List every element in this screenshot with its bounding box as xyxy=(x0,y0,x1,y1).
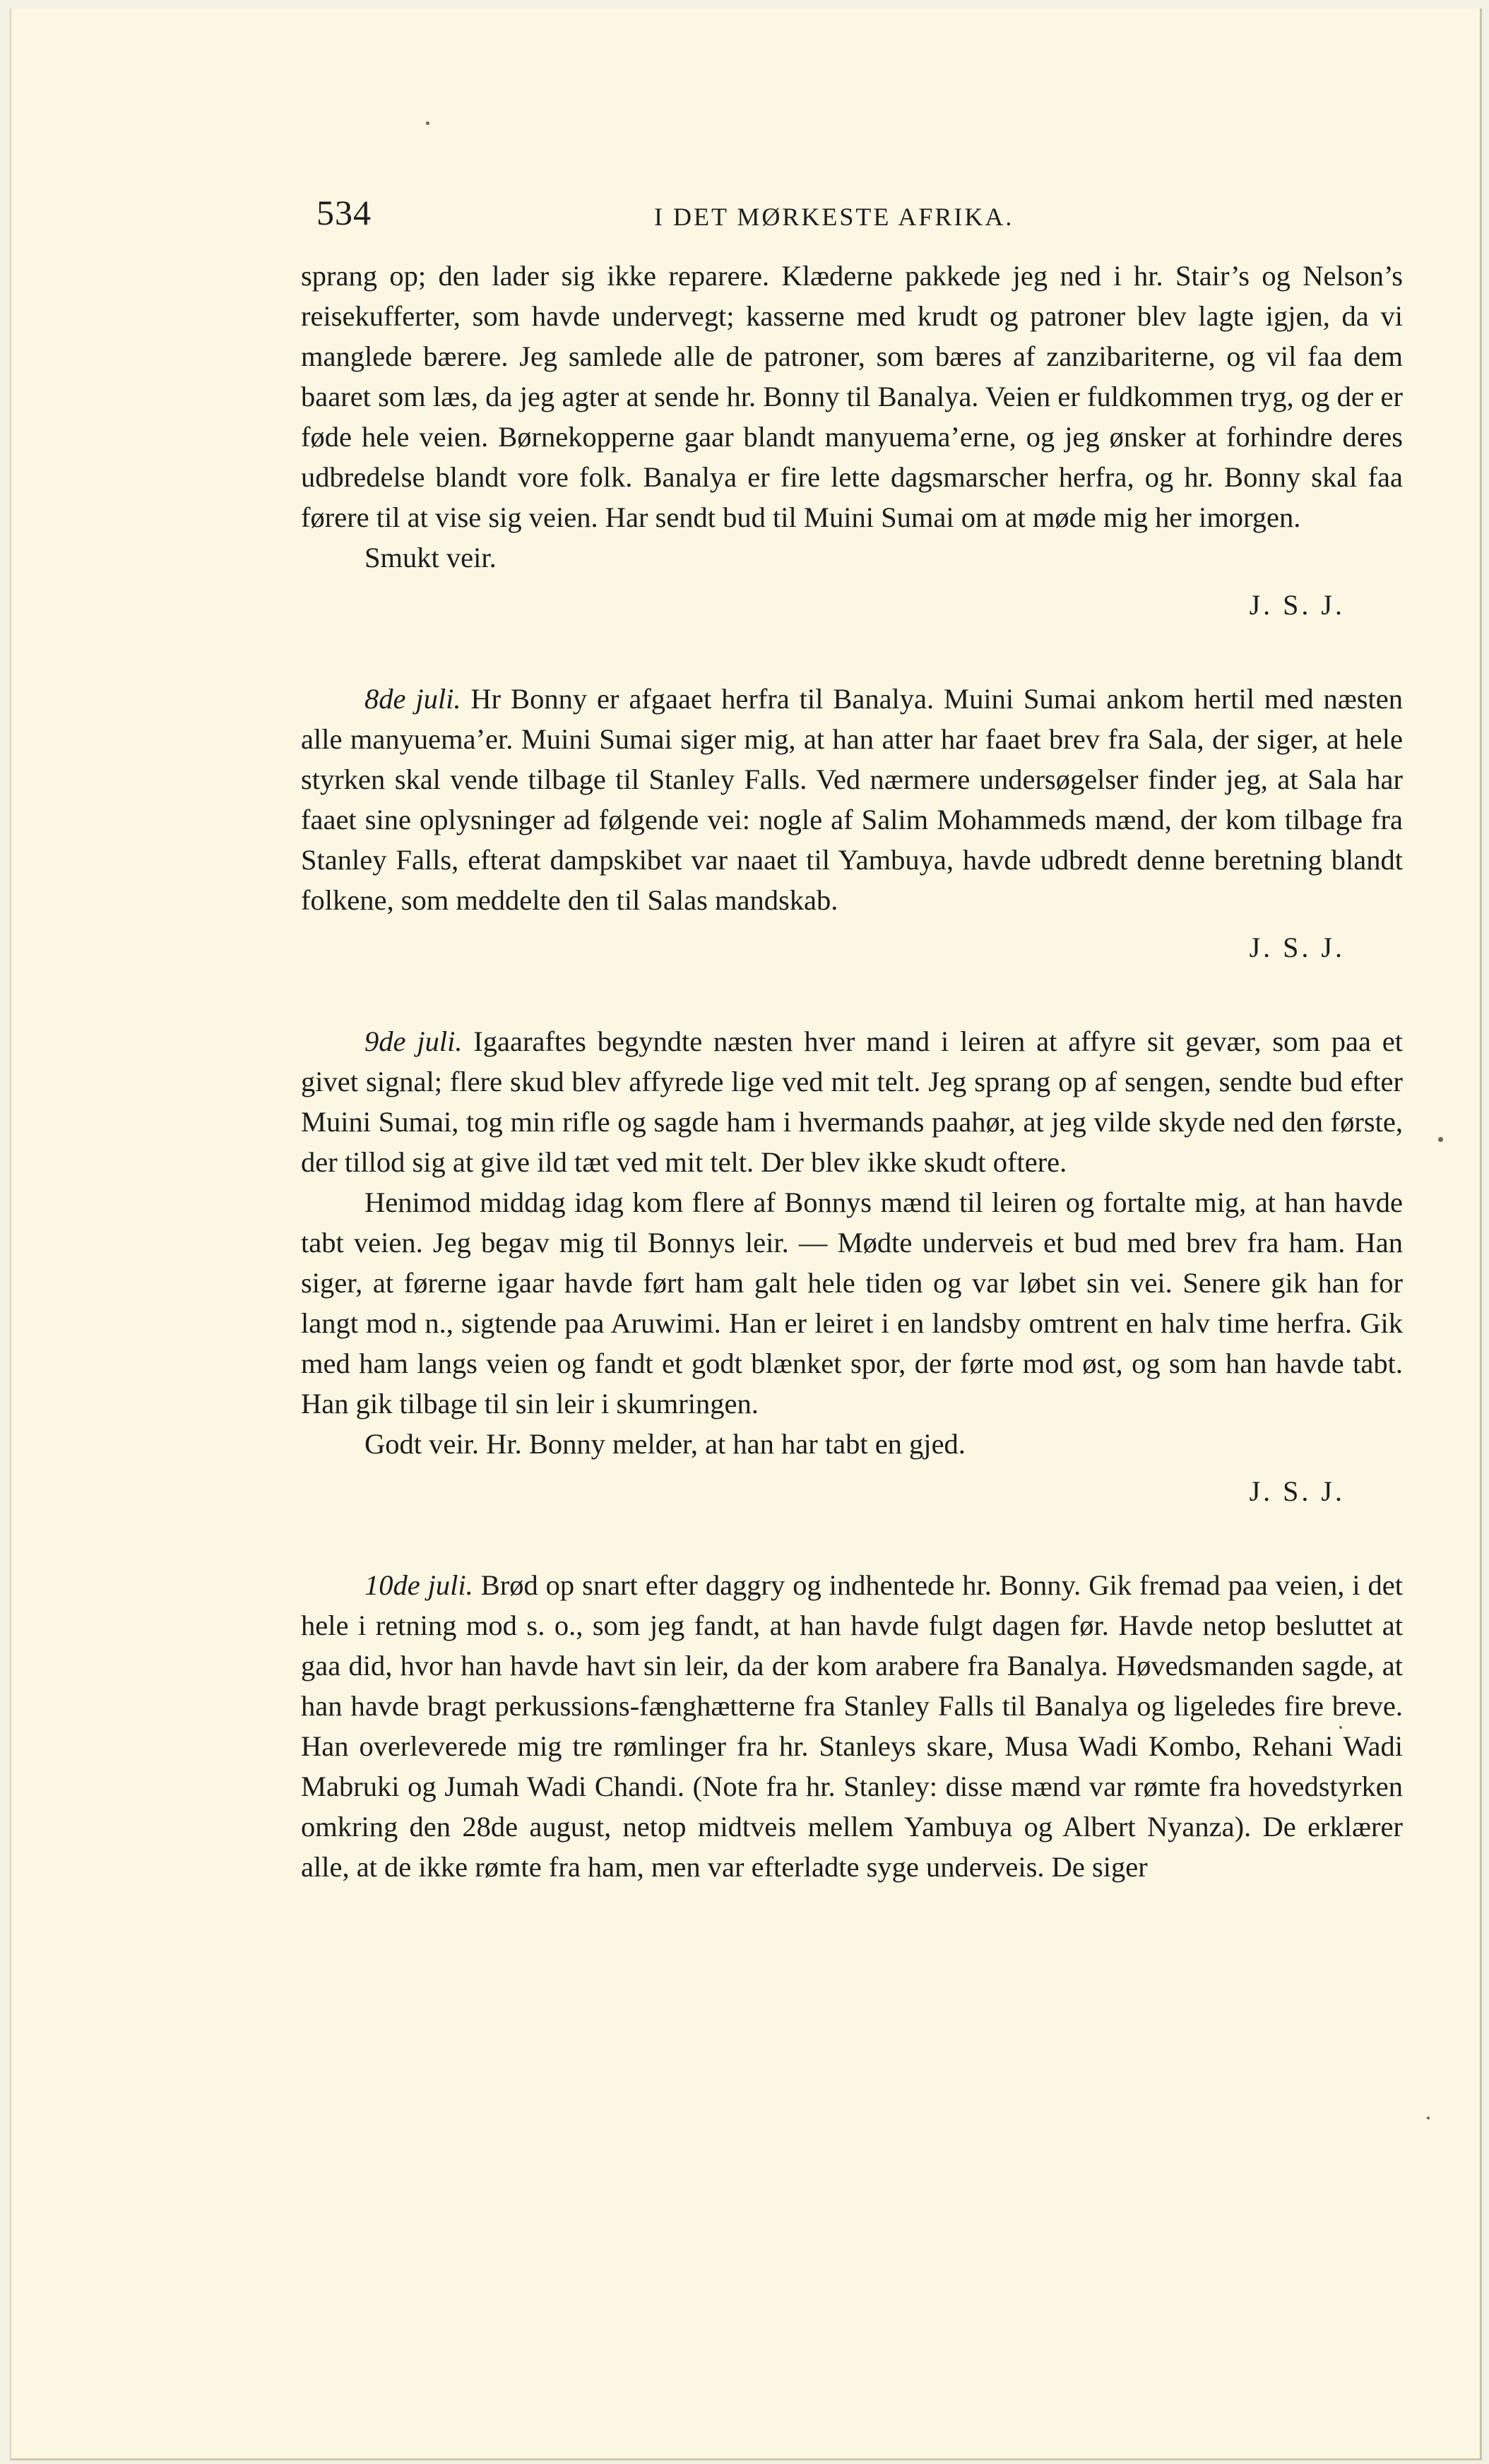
entry-paragraph: sprang op; den lader sig ikke reparere. Klæderne pakkede jeg ned i hr. Stair’s og Nelson’s reisekufferter, som havde undervegt; kasserne med krudt og patroner blev lagte igjen, da vi manglede bærere. Jeg samlede alle de patroner, som bæres af zanzibariterne, og vil faa dem baaret som læs, da jeg agter at sende hr. Bonny til Banalya. Veien er fuldkommen tryg, og der er føde hele veien. Børnekopperne gaar blandt manyuema’erne, og jeg ønsker at forhindre deres udbredelse blandt vore folk. Banalya er fire lette dagsmarscher herfra, og hr. Bonny skal faa førere til at vise sig veien. Har sendt bud til Muini Sumai om at møde mig her imorgen. xyxy=(301,260,1403,533)
running-title: I DET MØRKESTE AFRIKA. xyxy=(654,203,1014,231)
ink-speck xyxy=(1438,1137,1443,1142)
ink-speck xyxy=(426,121,429,125)
ink-speck xyxy=(1427,2117,1430,2119)
running-header xyxy=(301,192,1403,256)
entry-text: Igaaraftes begyndte næsten hver mand i leiren at affyre sit gevær, som paa et givet signal; flere skud blev affyrede lige ved mit telt. Jeg sprang op af sengen, sendte bud efter Muini Sumai, tog min rifle og sagde ham i hvermands paahør, at jeg vilde skyde ned den første, der tillod sig at give ild tæt ved mit telt. Der blev ikke skudt oftere. xyxy=(301,1025,1403,1178)
signature: J. S. J. xyxy=(1249,932,1345,963)
entry-paragraph xyxy=(301,679,1403,920)
book-page xyxy=(10,8,1482,2460)
signature: J. S. J. xyxy=(1249,1475,1345,1507)
diary-entry-9-july xyxy=(301,1021,1403,1511)
diary-entry-8-july xyxy=(301,679,1403,968)
entry-paragraph xyxy=(301,1021,1403,1182)
diary-entry-10-july xyxy=(301,1565,1403,1887)
entry-paragraph xyxy=(301,1565,1403,1887)
entry-text: Brød op snart efter daggry og indhentede hr. Bonny. Gik fremad paa veien, i det hele i retning mod s. o., som jeg fandt, at han havde fulgt dagen før. Havde netop besluttet at gaa did, hvor han havde havt sin leir, da der kom arabere fra Banalya. Høvedsmanden sagde, at han havde bragt perkussions-fænghætterne fra Stanley Falls til Banalya og ligeledes fire breve. Han overleverede mig tre rømlinger fra hr. Stanleys skare, Musa Wadi Kombo, Rehani Wadi Mabruki og Jumah Wadi Chandi. (Note fra hr. Stanley: disse mænd var rømte fra hovedstyrken omkring den 28de august, netop midtveis mellem Yambuya og Albert Nyanza). De erklærer alle, at de ikke rømte fra ham, men var efterladte syge underveis. De siger xyxy=(301,1569,1404,1883)
diary-entry-continued xyxy=(301,256,1403,625)
entry-paragraph: Henimod middag idag kom flere af Bonnys mænd til leiren og fortalte mig, at han havde tabt veien. Jeg begav mig til Bonnys leir. — Mødte underveis et bud med brev fra ham. Han siger, at førerne igaar havde ført ham galt hele tiden og var løbet sin vei. Senere gik han for langt mod n., sigtende paa Aruwimi. Han er leiret i en landsby omtrent en halv time herfra. Gik med ham langs veien og fandt et godt blænket spor, der førte mod øst, og som han havde tabt. Han gik tilbage til sin leir i skumringen. xyxy=(301,1186,1403,1420)
page-number: 534 xyxy=(316,193,372,232)
entry-date: 8de juli. xyxy=(364,683,461,715)
weather-note: Godt veir. Hr. Bonny melder, at han har tabt en gjed. xyxy=(364,1428,966,1460)
entry-date: 9de juli. xyxy=(364,1025,463,1057)
entry-date: 10de juli. xyxy=(364,1569,473,1601)
weather-note: Smukt veir. xyxy=(364,542,497,573)
entry-text: Hr Bonny er afgaaet herfra til Banalya. Muini Sumai ankom hertil med næsten alle manyuema’er. Muini Sumai siger mig, at han atter har faaet brev fra Sala, der siger, at hele styrken skal vende tilbage til Stanley Falls. Ved nærmere undersøgelser finder jeg, at Sala har faaet sine oplysninger ad følgende vei: nogle af Salim Mohammeds mænd, der kom tilbage fra Stanley Falls, efterat dampskibet var naaet til Yambuya, havde udbredt denne beretning blandt folkene, som meddelte den til Salas mandskab. xyxy=(301,683,1404,916)
signature: J. S. J. xyxy=(1249,589,1345,621)
page-content xyxy=(301,192,1403,1887)
